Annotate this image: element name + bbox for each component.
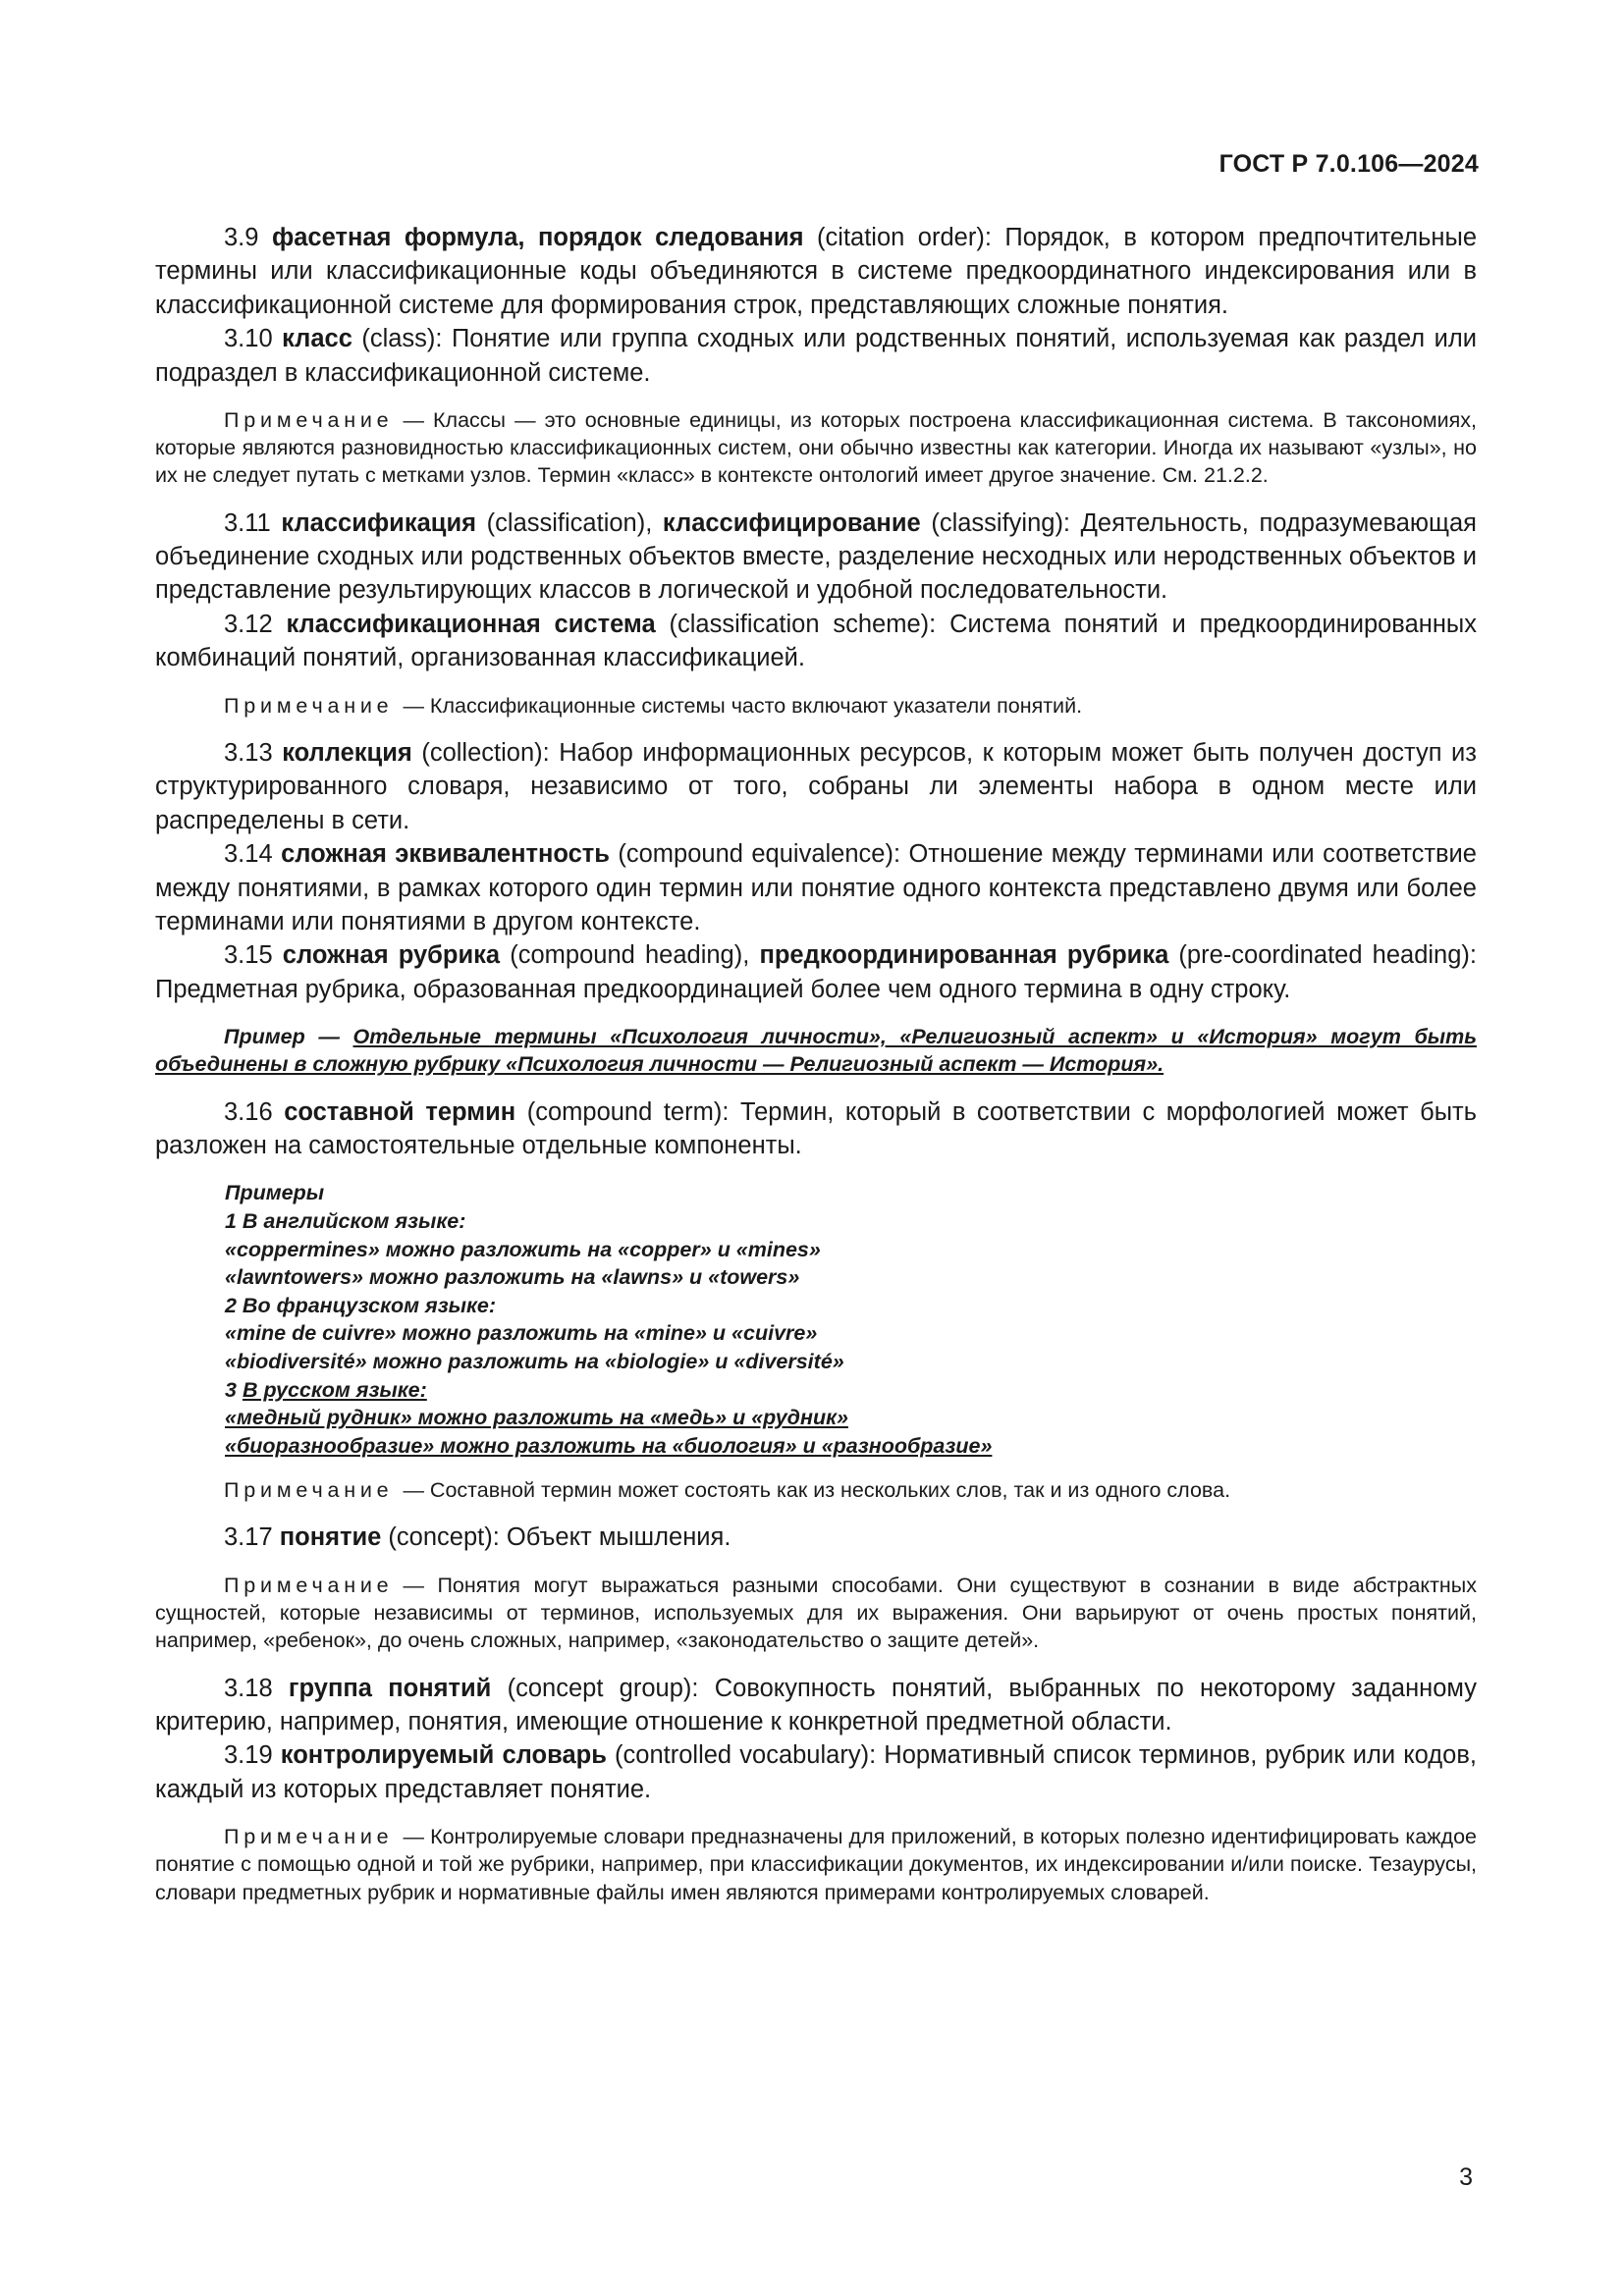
page-content (155, 221, 1477, 1923)
term: класс (282, 325, 352, 353)
examples-3-16 (155, 1179, 1477, 1460)
note-label: Примечание (224, 693, 394, 718)
note-3-19: Примечание — Контролируемые словари предназначены для приложений, в которых полезно идентифицировать каждое понятие с помощью одной и той же рубрики, например, при классификации документов, их индексировании и/или поиске. Тезаурусы, словари предметных рубрик и нормативные файлы имен являются примерами контролируемых словарей. (155, 1825, 1477, 1904)
entry-3-9: 3.9 фасетная формула, порядок следования (citation order): Порядок, в котором предпочтительные термины или классификационные коды объединяются в системе предкоординатного индексирования или в классификационной системе для формирования строк, представляющих сложные понятия. (155, 224, 1477, 319)
entry-3-14: 3.14 сложная эквивалентность (compound equivalence): Отношение между терминами или соответствие между понятиями, в рамках которого один термин или понятие одного контекста представлено двумя или более терминами или понятиями в другом контексте. (155, 840, 1477, 935)
example-line: 2 Во французском языке: (225, 1293, 497, 1317)
entry-3-13: 3.13 коллекция (collection): Набор информационных ресурсов, к которым может быть получен доступ из структурированного словаря, независимо от того, собраны ли элементы набора в одном месте или распределены в сети. (155, 738, 1477, 834)
page-number: 3 (1459, 2163, 1473, 2191)
example-line: 3 В русском языке: (225, 1377, 427, 1402)
note-label: Примечание (224, 1478, 394, 1503)
note-3-16: Примечание — Составной термин может состоять как из нескольких слов, так и из одного слова. (224, 1478, 1231, 1503)
note-3-12: Примечание — Классификационные системы часто включают указатели понятий. (224, 693, 1083, 718)
term: классификационная система (286, 610, 656, 638)
term: сложная эквивалентность (281, 840, 610, 869)
note-label: Примечание (224, 1573, 394, 1597)
entry-3-12: 3.12 классификационная система (classification scheme): Система понятий и предкоординированных комбинаций понятий, организованная классификацией. (155, 610, 1477, 672)
term: составной термин (284, 1097, 516, 1126)
note-label: Примечание (224, 408, 394, 433)
entry-3-10: 3.10 класс (class): Понятие или группа сходных или родственных понятий, используемая как раздел или подраздел в классификационной системе. (155, 325, 1477, 387)
note-label: Примечание (224, 1825, 394, 1849)
term: предкоординированная рубрика (759, 941, 1169, 970)
note-3-17: Примечание — Понятия могут выражаться разными способами. Они существуют в сознании в виде абстрактных сущностей, которые независимы от терминов, используемых для их выражения. Они варьируют от очень простых понятий, например, «ребенок», до очень сложных, например, «законодательство о защите детей». (155, 1573, 1477, 1653)
entry-3-15: 3.15 сложная рубрика (compound heading), предкоординированная рубрика (pre-coordinated heading): Предметная рубрика, образованная предкоординацией более чем одного термина в одну строку. (155, 941, 1477, 1003)
entry-3-16: 3.16 составной термин (compound term): Термин, который в соответствии с морфологией может быть разложен на самостоятельные отдельные компоненты. (155, 1097, 1478, 1159)
term: классифицирование (662, 508, 921, 537)
example-line: «медный рудник» можно разложить на «медь» и «рудник» (225, 1406, 848, 1430)
example-3-15 (155, 1023, 1477, 1078)
example-line: «mine de cuivre» можно разложить на «mine» и «cuivre» (225, 1321, 818, 1346)
example-line: «coppermines» можно разложить на «copper» и «mines» (225, 1237, 821, 1261)
term: сложная рубрика (282, 941, 501, 970)
document-designation: ГОСТ Р 7.0.106—2024 (1218, 150, 1479, 178)
term: понятие (279, 1523, 382, 1552)
example-line: «lawntowers» можно разложить на «lawns» и «towers» (225, 1265, 800, 1290)
term: контролируемый словарь (280, 1741, 607, 1770)
note-3-10: Примечание — Классы — это основные единицы, из которых построена классификационная система. В таксономиях, которые являются разновидностью классификационных систем, они обычно известны как категории. Иногда их называют «узлы», но их не следует путать с метками узлов. Термин «класс» в контексте онтологий имеет другое значение. См. 21.2.2. (155, 408, 1477, 488)
term: группа понятий (288, 1674, 492, 1702)
example-label: Пример — (224, 1025, 353, 1049)
term: коллекция (282, 738, 412, 767)
entry-3-17: 3.17 понятие (concept): Объект мышления. (224, 1523, 731, 1552)
example-line: «biodiversité» можно разложить на «biologie» и «diversité» (225, 1349, 844, 1373)
entry-3-11: 3.11 классификация (classification), классифицирование (classifying): Деятельность, подразумевающая объединение сходных или родственных объектов вместе, разделение несходных или неродственных объектов и представление результирующих классов в логической и удобной последовательности. (155, 508, 1477, 605)
term: классификация (281, 508, 477, 537)
entry-3-18: 3.18 группа понятий (concept group): Совокупность понятий, выбранных по некоторому заданному критерию, например, понятия, имеющие отношение к конкретной предметной области. (155, 1674, 1477, 1735)
examples-title: Примеры (225, 1181, 325, 1205)
example-line: «биоразнообразие» можно разложить на «биология» и «разнообразие» (225, 1433, 993, 1458)
entry-3-19: 3.19 контролируемый словарь (controlled vocabulary): Нормативный список терминов, рубрик или кодов, каждый из которых представляет понятие. (155, 1741, 1477, 1803)
example-text: Отдельные термины «Психология личности», «Религиозный аспект» и «История» могут быть объединены в сложную рубрику «Психология личности — Религиозный аспект — История». (155, 1025, 1477, 1077)
example-line: 1 В английском языке: (225, 1208, 466, 1233)
term: фасетная формула, порядок следования (271, 224, 804, 251)
